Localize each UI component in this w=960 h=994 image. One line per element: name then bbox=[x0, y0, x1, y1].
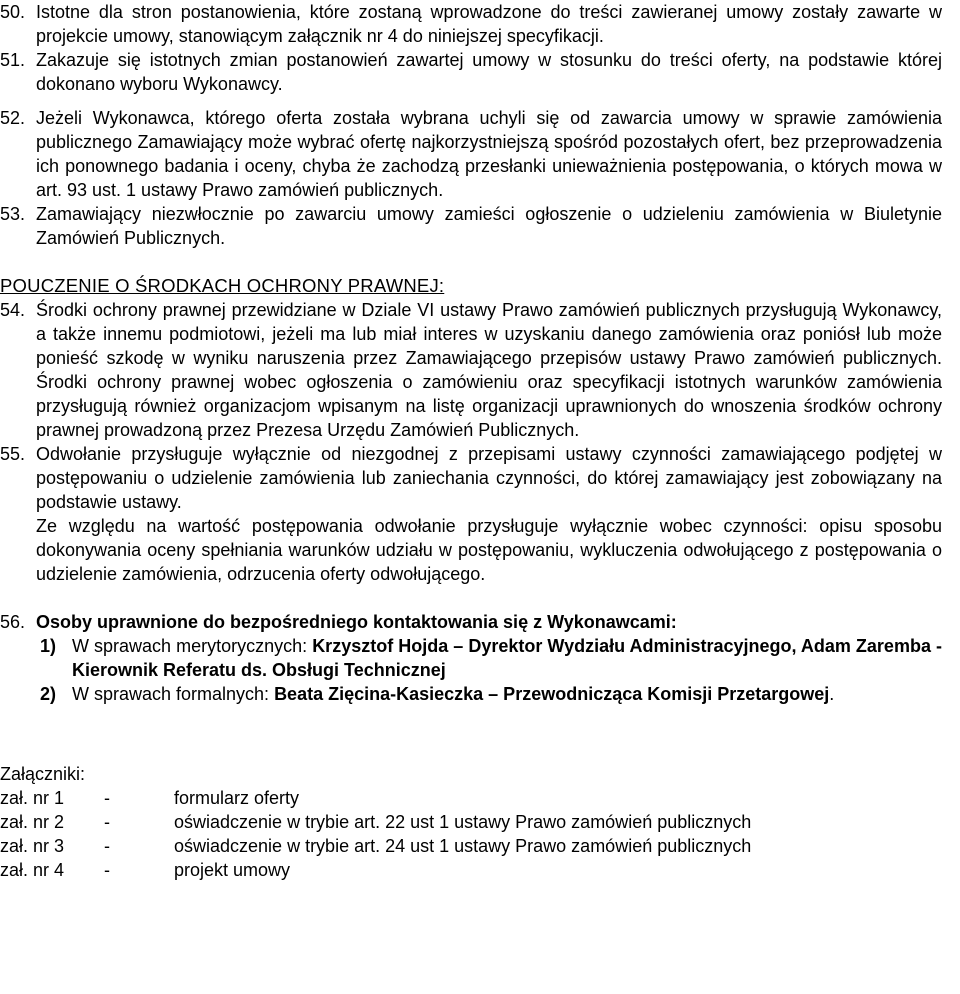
attachment-row bbox=[0, 858, 942, 882]
attachment-row bbox=[0, 810, 942, 834]
clause-text: Istotne dla stron postanowienia, które zostaną wprowadzone do treści zawieranej umowy zostały zawarte w projekcie umowy, stanowiącym załącznik nr 4 do niniejszej specyfikacji. bbox=[36, 2, 942, 46]
clause-text: Zakazuje się istotnych zmian postanowień zawartej umowy w stosunku do treści oferty, na podstawie której dokonano wyboru Wykonawcy. bbox=[36, 50, 942, 94]
clause-53 bbox=[0, 202, 942, 250]
contact-formalny bbox=[36, 682, 942, 706]
attachment-sep: - bbox=[104, 860, 110, 880]
clause-text: Środki ochrony prawnej przewidziane w Dziale VI ustawy Prawo zamówień publicznych przysługują Wykonawcy, a także innemu podmiotowi, jeżeli ma lub miał interes w uzyskaniu danego zamówienia oraz poniósł lub może ponieść szkodę w wyniku naruszenia przez Zamawiającego przepisów ustawy Prawo zamówień publicznych. Środki ochrony prawnej wobec ogłoszenia o zamówieniu oraz specyfikacji istotnych warunków zamówienia przysługują również organizacjom wpisanym na listę organizacji uprawnionych do wnoszenia środków ochrony prawnej prowadzoną przez Prezesa Urzędu Zamówień Publicznych. bbox=[36, 300, 942, 440]
sub-persons: Krzysztof Hojda – Dyrektor Wydziału Administracyjnego, Adam Zaremba - Kierownik Referatu ds. Obsługi Technicznej bbox=[72, 636, 942, 680]
clause-number: 56. bbox=[0, 612, 26, 632]
attachment-ref: zał. nr 1 bbox=[0, 788, 65, 808]
clause-text: Zamawiający niezwłocznie po zawarciu umowy zamieści ogłoszenie o udzieleniu zamówienia w Biuletynie Zamówień Publicznych. bbox=[36, 204, 942, 248]
clause-text: Odwołanie przysługuje wyłącznie od niezgodnej z przepisami ustawy czynności zamawiającego podjętej w postępowaniu o udzielenie zamówienia lub zaniechania czynności, do której zamawiający jest zobowiązany na podstawie ustawy. bbox=[36, 444, 942, 512]
clause-number: 50. bbox=[0, 2, 26, 22]
clause-50 bbox=[0, 0, 942, 48]
clause-number: 51. bbox=[0, 50, 26, 70]
clause-number: 53. bbox=[0, 204, 26, 224]
attachment-row bbox=[0, 786, 942, 810]
clause-title: Osoby uprawnione do bezpośredniego kontaktowania się z Wykonawcami: bbox=[36, 612, 677, 632]
clause-51 bbox=[0, 48, 942, 96]
clause-number: 54. bbox=[0, 300, 26, 320]
clause-number: 52. bbox=[0, 108, 26, 128]
clause-55 bbox=[0, 442, 942, 586]
attachment-ref: zał. nr 3 bbox=[0, 836, 65, 856]
sub-tail: . bbox=[829, 684, 835, 704]
attachment-desc: oświadczenie w trybie art. 22 ust 1 ustawy Prawo zamówień publicznych bbox=[174, 812, 752, 832]
sub-number: 2) bbox=[40, 684, 57, 704]
contact-merytoryczny bbox=[36, 634, 942, 682]
attachment-sep: - bbox=[104, 836, 110, 856]
sub-lead: W sprawach merytorycznych: bbox=[72, 636, 313, 656]
clause-56 bbox=[0, 610, 942, 706]
attachment-row bbox=[0, 834, 942, 858]
clause-54 bbox=[0, 298, 942, 442]
attachment-ref: zał. nr 4 bbox=[0, 860, 65, 880]
section-heading: POUCZENIE O ŚRODKACH OCHRONY PRAWNEJ: bbox=[0, 275, 445, 296]
attachment-desc: formularz oferty bbox=[174, 788, 300, 808]
clause-text-continued: Ze względu na wartość postępowania odwołanie przysługuje wyłącznie wobec czynności: opisu sposobu dokonywania oceny spełniania warunków udziału w postępowaniu, wykluczenia odwołującego z postępowania o udzielenie zamówienia, odrzucenia oferty odwołującego. bbox=[36, 516, 942, 584]
attachment-sep: - bbox=[104, 788, 110, 808]
clause-52 bbox=[0, 106, 942, 202]
clause-text: Jeżeli Wykonawca, którego oferta została wybrana uchyli się od zawarcia umowy w sprawie zamówienia publicznego Zamawiający może wybrać ofertę najkorzystniejszą spośród pozostałych ofert, bez przeprowadzenia ich ponownego badania i oceny, chyba że zachodzą przesłanki unieważnienia postępowania, o których mowa w art. 93 ust. 1 ustawy Prawo zamówień publicznych. bbox=[36, 108, 942, 200]
section-heading-wrap bbox=[0, 274, 942, 298]
attachment-sep: - bbox=[104, 812, 110, 832]
sub-persons: Beata Zięcina-Kasieczka – Przewodnicząca Komisji Przetargowej bbox=[274, 684, 830, 704]
attachments-label: Załączniki: bbox=[0, 764, 86, 784]
attachment-desc: oświadczenie w trybie art. 24 ust 1 ustawy Prawo zamówień publicznych bbox=[174, 836, 752, 856]
attachment-ref: zał. nr 2 bbox=[0, 812, 65, 832]
sub-lead: W sprawach formalnych: bbox=[72, 684, 275, 704]
clause-number: 55. bbox=[0, 444, 26, 464]
attachments-section bbox=[0, 762, 942, 882]
sub-number: 1) bbox=[40, 636, 57, 656]
attachment-desc: projekt umowy bbox=[174, 860, 291, 880]
